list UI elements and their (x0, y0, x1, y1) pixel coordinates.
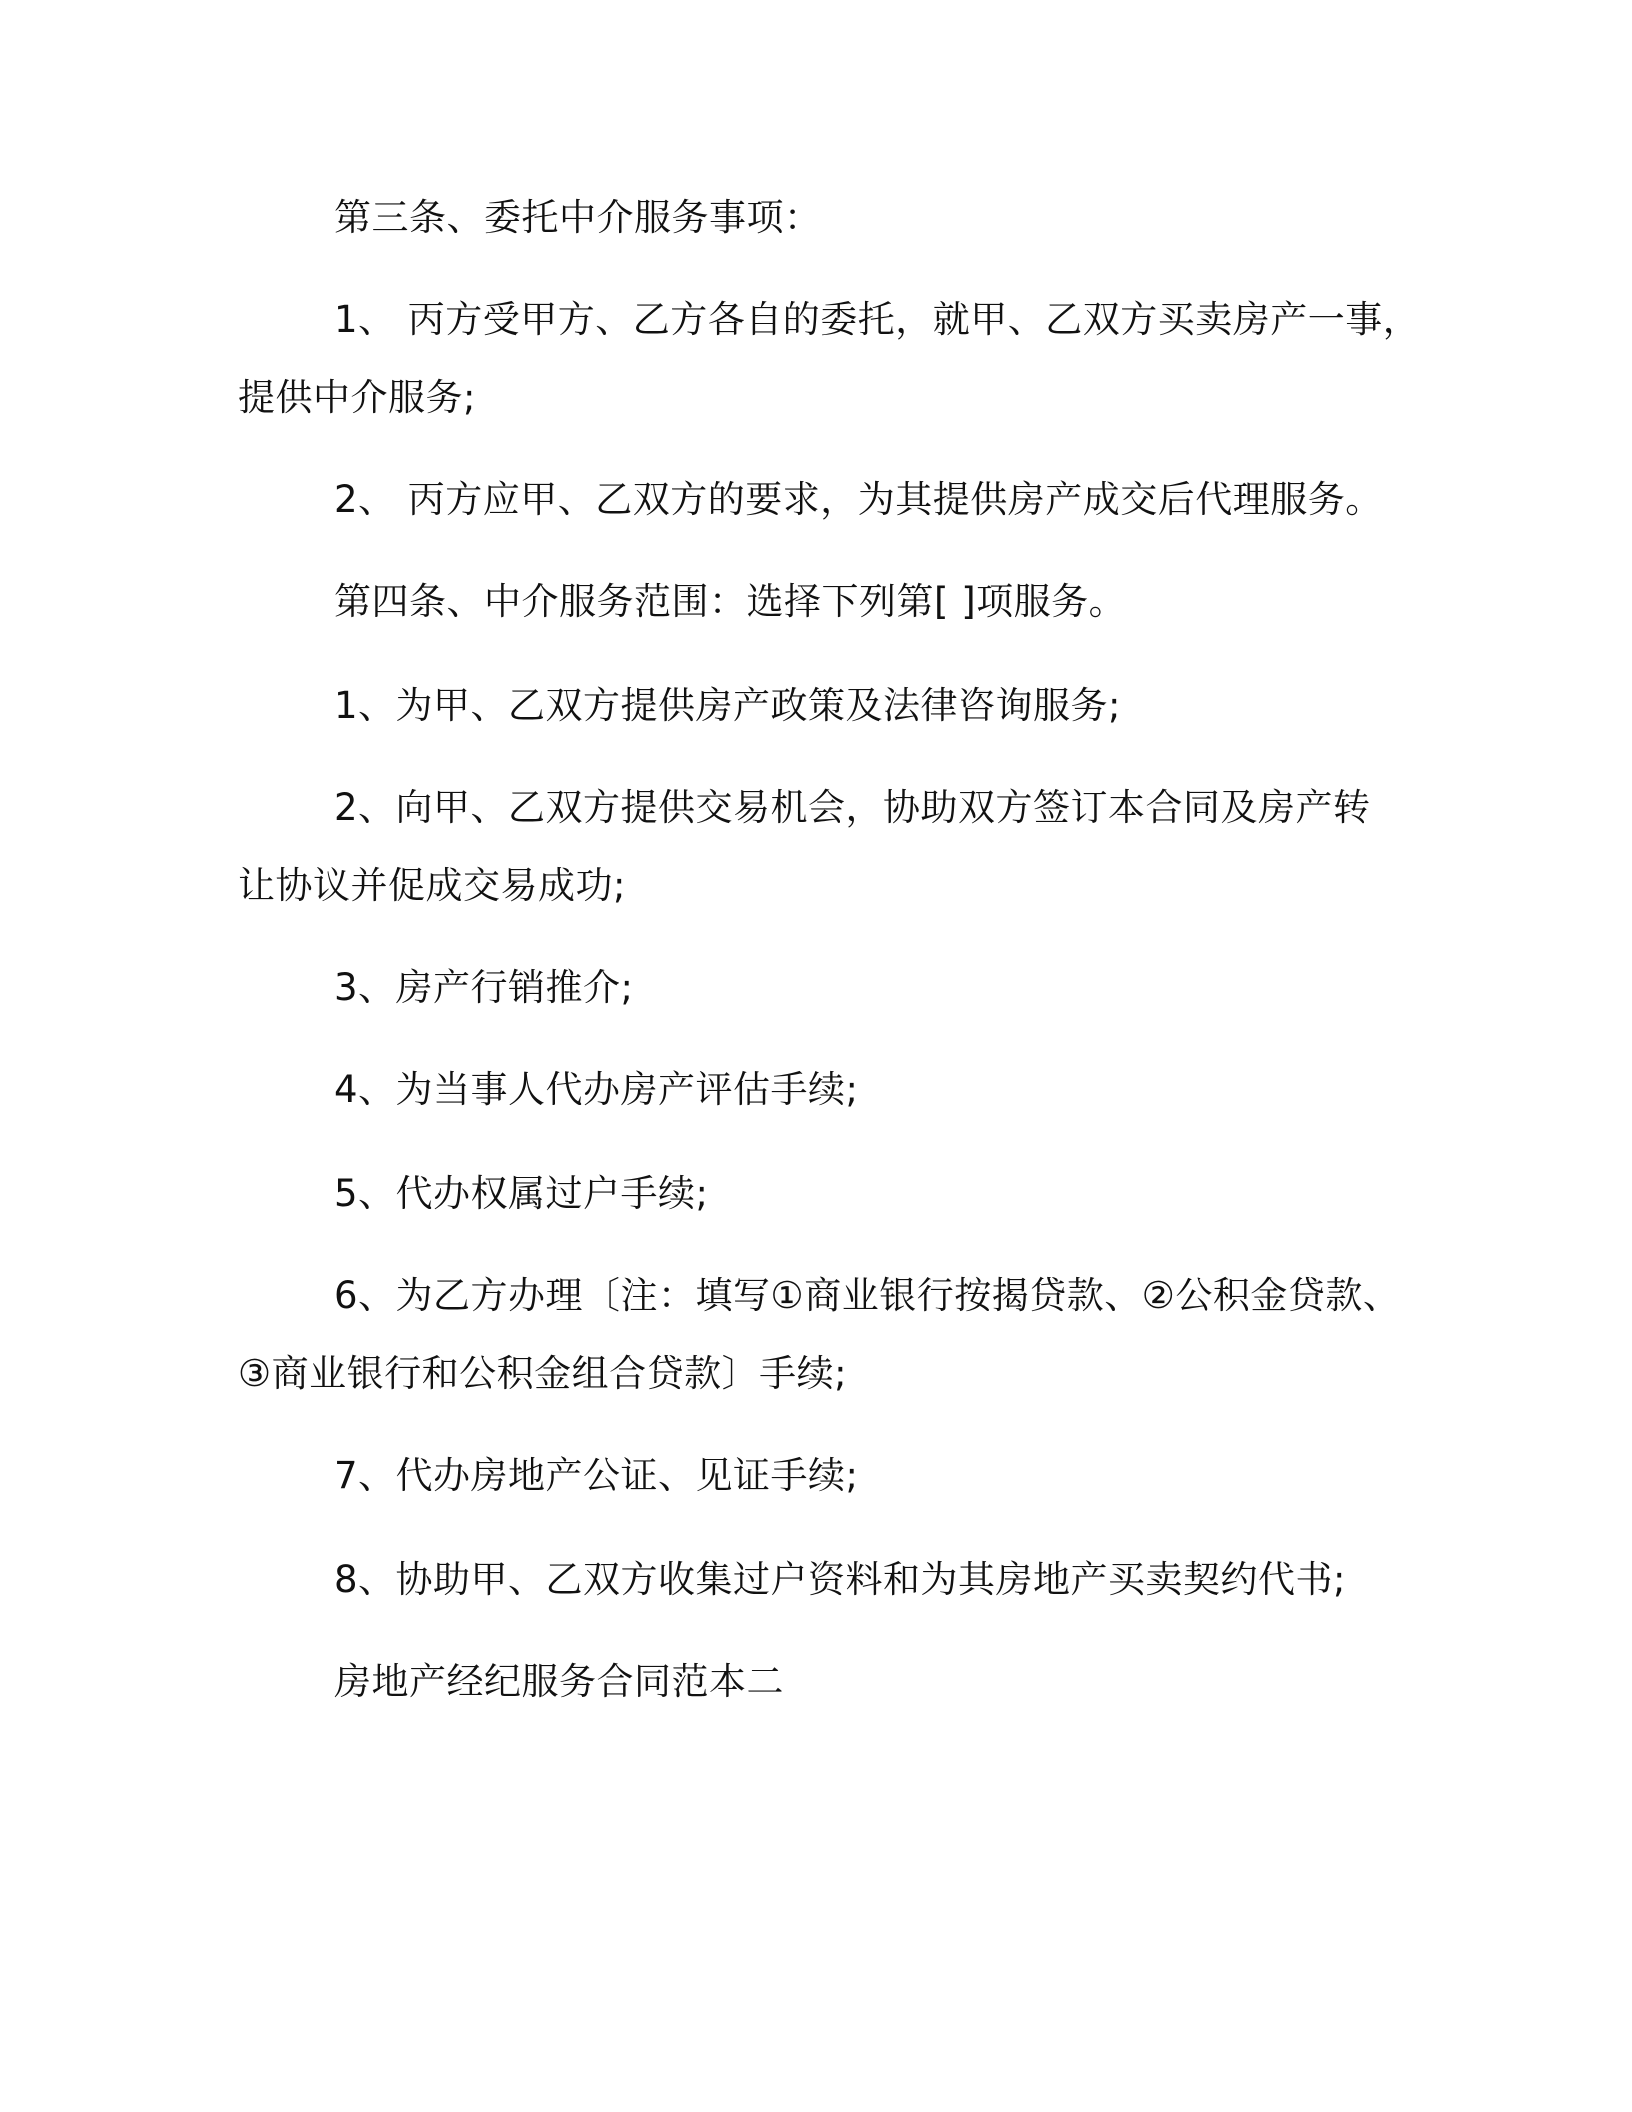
article-3-item-1-line-2: 提供中介服务; (238, 376, 476, 419)
article-4-item-7: 7、代办房地产公证、见证手续; (334, 1454, 859, 1497)
article-4-item-4: 4、为当事人代办房产评估手续; (334, 1068, 859, 1111)
section-title-template-two: 房地产经纪服务合同范本二 (334, 1660, 784, 1703)
article-4-item-8: 8、协助甲、乙双方收集过户资料和为其房地产买卖契约代书; (334, 1558, 1347, 1601)
article-3-item-1-line-1: 1、 丙方受甲方、乙方各自的委托，就甲、乙双方买卖房产一事， (334, 298, 1421, 341)
article-3-item-2: 2、 丙方应甲、乙双方的要求，为其提供房产成交后代理服务。 (334, 478, 1383, 521)
article-4-item-6-line-2: ③商业银行和公积金组合贷款〕手续; (238, 1352, 848, 1395)
article-4-item-3: 3、房产行销推介; (334, 966, 634, 1009)
article-4-item-2-line-2: 让协议并促成交易成功; (238, 864, 626, 907)
article-4-item-6-line-1: 6、为乙方办理〔注：填写①商业银行按揭贷款、②公积金贷款、 (334, 1274, 1401, 1317)
article-4-heading: 第四条、中介服务范围：选择下列第[ ]项服务。 (334, 580, 1127, 623)
article-4-item-2-line-1: 2、向甲、乙双方提供交易机会，协助双方签订本合同及房产转 (334, 786, 1371, 829)
article-3-heading: 第三条、委托中介服务事项： (334, 196, 822, 239)
article-4-item-5: 5、代办权属过户手续; (334, 1172, 709, 1215)
article-4-item-1: 1、为甲、乙双方提供房产政策及法律咨询服务; (334, 684, 1122, 727)
